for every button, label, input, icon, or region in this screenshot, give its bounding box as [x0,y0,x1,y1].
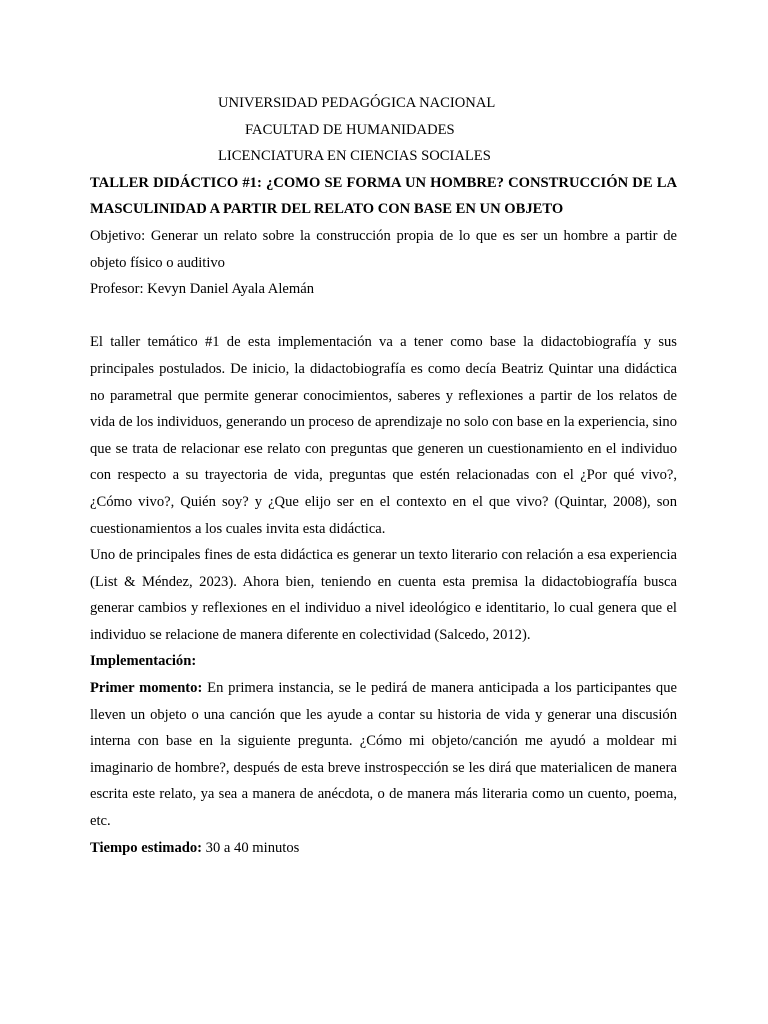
blank-line [90,303,677,330]
estimated-time-value: 30 a 40 minutos [202,839,300,856]
paragraph-purpose: Uno de principales fines de esta didáctica es generar un texto literario con relación a esa experiencia (List & Méndez, 2023). Ahora bien, teniendo en cuenta esta premisa la didactobiografía busca generar cambios y reflexiones en el individuo a nivel ideológico e identitario, lo cual genera que el individuo se relacione de manera diferente en colectividad (Salcedo, 2012). [90,547,677,643]
estimated-time-line [90,835,677,862]
objective-text: Objetivo: Generar un relato sobre la construcción propia de lo que es ser un hombre a partir de objeto físico o auditivo [90,227,677,271]
program-name: LICENCIATURA EN CIENCIAS SOCIALES [218,148,491,165]
document-title: TALLER DIDÁCTICO #1: ¿COMO SE FORMA UN HOMBRE? CONSTRUCCIÓN DE LA MASCULINIDAD A PARTIR DEL RELATO CON BASE EN UN OBJETO [90,174,677,218]
faculty-name: FACULTAD DE HUMANIDADES [245,121,455,138]
estimated-time-label: Tiempo estimado: [90,839,203,856]
document-page [90,90,677,861]
first-moment-text: En primera instancia, se le pedirá de manera anticipada a los participantes que lleven un objeto o una canción que les ayude a contar su historia de vida y generar una discusión interna con base en la siguiente pregunta. ¿Cómo mi objeto/canción me ayudó a moldear mi imaginario de hombre?, después de esta breve instrospección se les dirá que materialicen de manera escrita este relato, ya sea a manera de anécdota, o de manera más literaria como un cuento, poema, etc. [90,680,677,830]
professor-text: Profesor: Kevyn Daniel Ayala Alemán [90,281,314,298]
first-moment-label: Primer momento: [90,680,203,697]
implementation-heading: Implementación: [90,653,197,670]
university-name: UNIVERSIDAD PEDAGÓGICA NACIONAL [218,95,496,111]
first-moment-paragraph [90,675,677,835]
paragraph-intro: El taller temático #1 de esta implementación va a tener como base la didactobiografía y sus principales postulados. De inicio, la didactobiografía es como decía Beatriz Quintar una didáctica no parametral que permite generar conocimientos, saberes y reflexiones a partir de los relatos de vida de los individuos, generando un proceso de aprendizaje no solo con base en la experiencia, sino que se trata de relacionar ese relato con preguntas que generen un cuestionamiento en el individuo con respecto a su trayectoria de vida, preguntas que estén relacionadas con el ¿Por qué vivo?, ¿Cómo vivo?, Quién soy? y ¿Que elijo ser en el contexto en el que vivo? (Quintar, 2008), son cuestionamientos a los cuales invita esta didáctica. [90,334,677,537]
